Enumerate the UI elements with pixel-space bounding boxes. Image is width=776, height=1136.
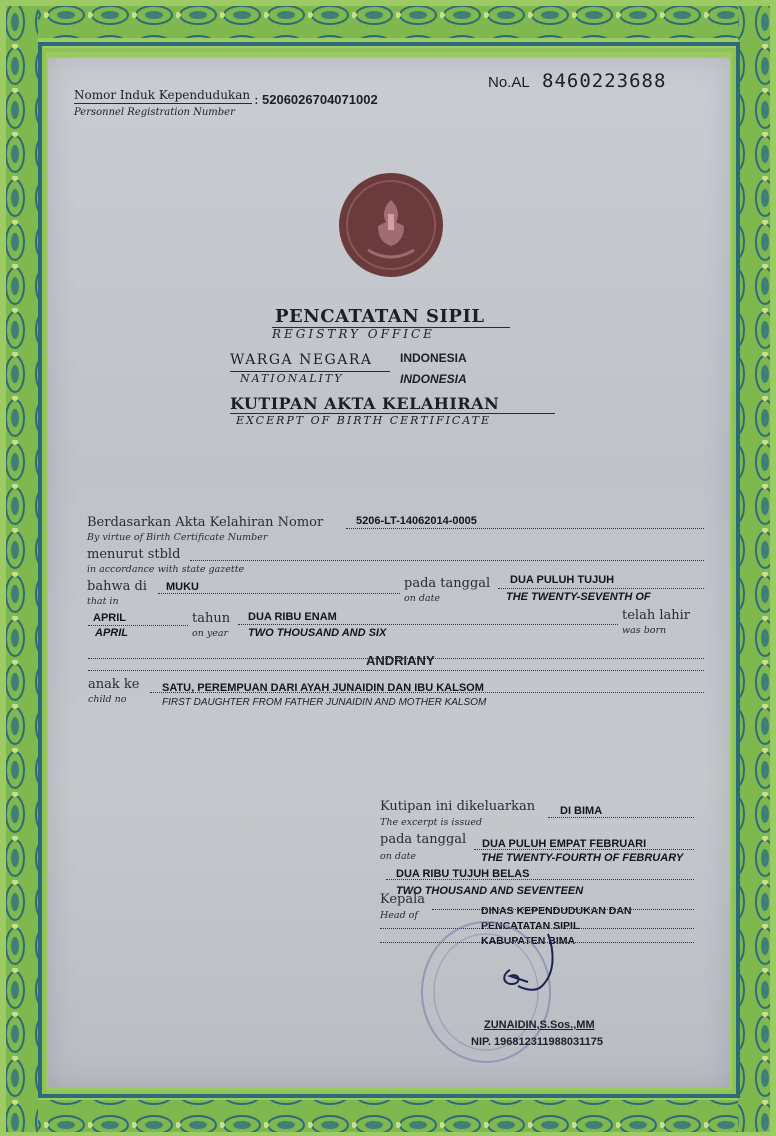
nik-label: Nomor Induk Kependudukan — [74, 88, 251, 102]
child-no-sublabel: child no — [88, 694, 127, 705]
birth-day: DUA PULUH TUJUH — [510, 574, 615, 586]
issue-date-sublabel: on date — [380, 851, 417, 862]
issued-place-line — [548, 817, 694, 818]
document-title: KUTIPAN AKTA KELAHIRAN — [230, 394, 500, 413]
year-label: tahun — [192, 611, 231, 626]
nationality-label: WARGA NEGARA — [230, 352, 373, 368]
certificate-number-line — [346, 528, 704, 529]
office-line3: KABUPATEN BIMA — [481, 935, 576, 947]
stbld-sublabel: in accordance with state gazette — [87, 564, 245, 575]
child-number: SATU, PEREMPUAN DARI AYAH JUNAIDIN DAN IBU KALSOM — [162, 682, 484, 694]
child-number-line — [150, 692, 704, 693]
birth-month-line — [88, 625, 188, 626]
born-sublabel: was born — [622, 625, 667, 636]
signatory-nip: NIP. 196812311988031175 — [471, 1036, 603, 1048]
issued-sublabel: The excerpt is issued — [380, 817, 483, 828]
birth-year-line — [238, 624, 618, 625]
head-label: Kepala — [380, 892, 426, 907]
document-title-en: EXCERPT OF BIRTH CERTIFICATE — [236, 414, 492, 427]
child-name: ANDRIANY — [366, 653, 435, 668]
birth-day-line — [498, 588, 704, 589]
child-no-label: anak ke — [88, 677, 140, 692]
birth-day-en: THE TWENTY-SEVENTH OF — [506, 591, 651, 603]
stbld-label: menurut stbld — [87, 547, 181, 562]
birth-year-en: TWO THOUSAND AND SIX — [248, 627, 387, 639]
birth-year: DUA RIBU ENAM — [248, 611, 337, 623]
serial-number: 8460223688 — [542, 70, 667, 92]
issue-date-line1-en: THE TWENTY-FOURTH OF FEBRUARY — [481, 852, 684, 864]
nationality-value-en: INDONESIA — [400, 372, 467, 386]
office-line1: DINAS KEPENDUDUKAN DAN — [481, 905, 632, 917]
office-title-en: REGISTRY OFFICE — [272, 327, 435, 341]
nationality-value: INDONESIA — [400, 351, 467, 365]
nik-colon: : — [254, 92, 259, 108]
issue-date-line2-dots — [386, 879, 694, 880]
issue-date-line2-en: TWO THOUSAND AND SEVENTEEN — [396, 885, 584, 897]
place-sublabel: that in — [87, 596, 119, 607]
nationality-label-en: NATIONALITY — [240, 372, 344, 385]
issue-date-label: pada tanggal — [380, 832, 467, 847]
birth-month: APRIL — [93, 612, 126, 624]
head-sublabel: Head of — [380, 910, 418, 921]
issued-label: Kutipan ini dikeluarkan — [380, 799, 536, 814]
handwritten-signature — [496, 930, 568, 994]
office-line2: PENCATATAN SIPIL — [481, 920, 580, 932]
child-number-en: FIRST DAUGHTER FROM FATHER JUNAIDIN AND MOTHER KALSOM — [162, 697, 487, 708]
birth-date-sublabel: on date — [404, 593, 441, 604]
birth-place-line — [158, 593, 400, 594]
issue-date-line1-dots — [474, 849, 694, 850]
signatory-name: ZUNAIDIN,S.Sos.,MM — [484, 1019, 595, 1031]
birth-month-en: APRIL — [95, 627, 128, 639]
serial-prefix: No.AL — [488, 74, 530, 91]
issue-date-line2: DUA RIBU TUJUH BELAS — [396, 868, 530, 880]
nik-value: 5206026704071002 — [262, 92, 378, 107]
year-sublabel: on year — [192, 628, 229, 639]
basis-label: Berdasarkan Akta Kelahiran Nomor — [87, 515, 324, 530]
issued-place: DI BIMA — [560, 805, 603, 817]
emblem-seal — [338, 172, 444, 278]
stbld-line — [190, 560, 704, 561]
basis-sublabel: By virtue of Birth Certificate Number — [87, 532, 268, 543]
birth-place: MUKU — [166, 581, 199, 593]
born-label: telah lahir — [622, 608, 690, 623]
nik-sublabel: Personnel Registration Number — [74, 107, 235, 118]
place-label: bahwa di — [87, 579, 147, 594]
issue-date-line1: DUA PULUH EMPAT FEBRUARI — [482, 838, 647, 850]
child-name-line — [88, 670, 704, 671]
nik-underline — [74, 103, 252, 104]
birth-date-label: pada tanggal — [404, 576, 491, 591]
office-title: PENCATATAN SIPIL — [275, 306, 485, 327]
certificate-number: 5206-LT-14062014-0005 — [356, 515, 477, 527]
